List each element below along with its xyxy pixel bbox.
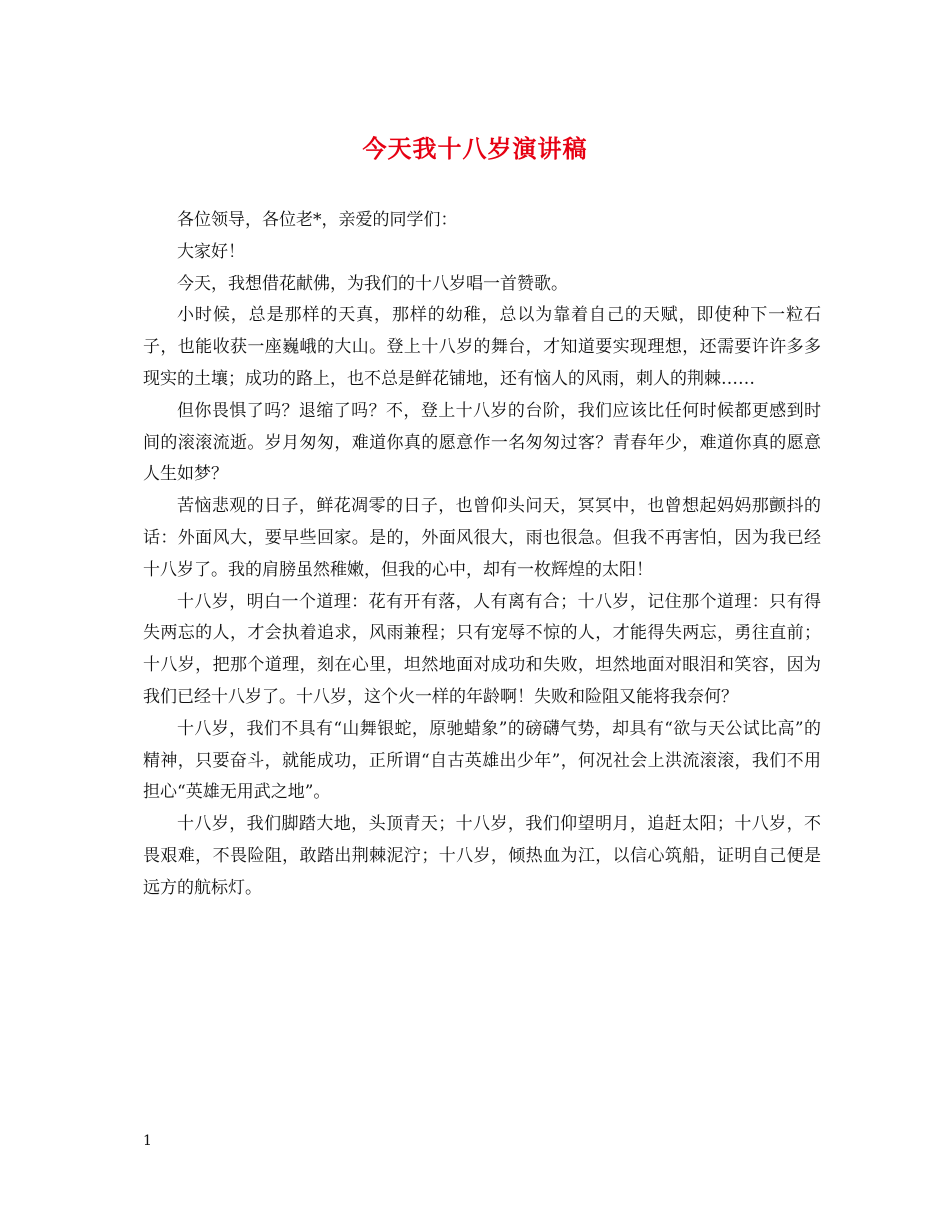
paragraph-question: 但你畏惧了吗？退缩了吗？不，登上十八岁的台阶，我们应该比任何时候都更感到时间的滚滚流逝。岁月匆匆，难道你真的愿意作一名匆匆过客？青春年少，难道你真的愿意人生如梦？ — [143, 400, 821, 485]
document-title: 今天我十八岁演讲稿 — [362, 134, 588, 163]
paragraph-truth: 十八岁，明白一个道理：花有开有落，人有离有合；十八岁，记住那个道理：只有得失两忘的人，才会执着追求，风雨兼程；只有宠辱不惊的人，才能得失两忘，勇往直前；十八岁，把那个道理，刻在心里，坦然地面对成功和失败，坦然地面对眼泪和笑容，因为我们已经十八岁了。十八岁，这个火一样的年龄啊！失败和险阻又能将我奈何？ — [143, 591, 821, 707]
paragraph-salutation: 各位领导，各位老*，亲爱的同学们： — [177, 210, 458, 230]
paragraph-intro: 今天，我想借花献佛，为我们的十八岁唱一首赞歌。 — [177, 273, 568, 294]
document-body — [143, 205, 821, 905]
paragraph-hardship: 苦恼悲观的日子，鲜花凋零的日子，也曾仰头问天，冥冥中，也曾想起妈妈那颤抖的话：外面风大，要早些回家。是的，外面风很大，雨也很急。但我不再害怕，因为我已经十八岁了。我的肩膀虽然稚嫩，但我的心中，却有一枚辉煌的太阳！ — [143, 496, 821, 580]
paragraph-spirit: 十八岁，我们不具有“山舞银蛇，原驰蜡象”的磅礴气势，却具有“欲与天公试比高”的精神，只要奋斗，就能成功，正所谓“自古英雄出少年”，何况社会上洪流滚滚，我们不用担心“英雄无用武之地”。 — [143, 718, 821, 803]
page-number: 1 — [143, 1133, 152, 1149]
paragraph-conclusion: 十八岁，我们脚踏大地，头顶青天；十八岁，我们仰望明月，追赶太阳；十八岁，不畏艰难，不畏险阻，敢踏出荆棘泥泞；十八岁，倾热血为江，以信心筑船，证明自己便是远方的航标灯。 — [143, 814, 821, 898]
paragraph-greeting: 大家好！ — [177, 241, 245, 262]
paragraph-childhood: 小时候，总是那样的天真，那样的幼稚，总以为靠着自己的天赋，即使种下一粒石子，也能收获一座巍峨的大山。登上十八岁的舞台，才知道要实现理想，还需要许许多多现实的土壤；成功的路上，也不总是鲜花铺地，还有恼人的风雨，刺人的荆棘…… — [143, 305, 821, 389]
